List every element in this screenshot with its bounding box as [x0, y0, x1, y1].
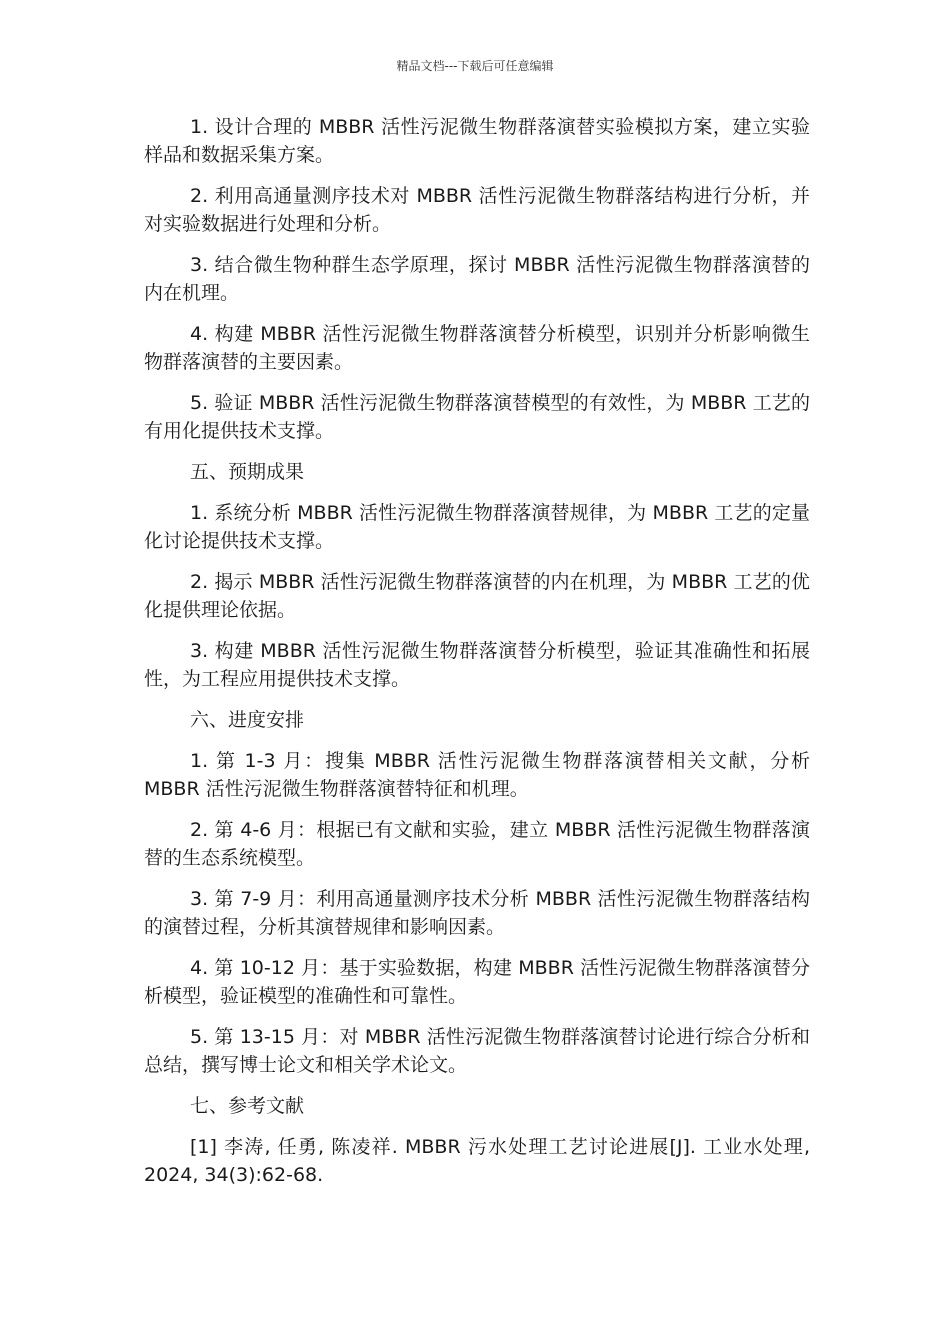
section-heading-expected-results: 五、预期成果: [190, 461, 305, 483]
paragraph-objective-5: 5. 验证 MBBR 活性污泥微生物群落演替模型的有效性，为 MBBR 工艺的有用化提供技术支撑。: [144, 392, 810, 442]
document-body: [144, 113, 810, 1202]
section-heading-schedule: 六、进度安排: [190, 709, 305, 731]
paragraph-schedule-4: 4. 第 10-12 月：基于实验数据，构建 MBBR 活性污泥微生物群落演替分析模型，验证模型的准确性和可靠性。: [144, 957, 810, 1007]
paragraph-objective-2: 2. 利用高通量测序技术对 MBBR 活性污泥微生物群落结构进行分析，并对实验数据进行处理和分析。: [144, 185, 810, 235]
reference-item: [1] 李涛, 任勇, 陈凌祥. MBBR 污水处理工艺讨论进展[J]. 工业水处理, 2024, 34(3):62-68.: [144, 1136, 810, 1186]
paragraph-schedule-1: 1. 第 1-3 月：搜集 MBBR 活性污泥微生物群落演替相关文献，分析 MBBR 活性污泥微生物群落演替特征和机理。: [144, 750, 810, 800]
paragraph-schedule-2: 2. 第 4-6 月：根据已有文献和实验，建立 MBBR 活性污泥微生物群落演替的生态系统模型。: [144, 819, 810, 869]
paragraph-schedule-5: 5. 第 13-15 月：对 MBBR 活性污泥微生物群落演替讨论进行综合分析和总结，撰写博士论文和相关学术论文。: [144, 1026, 810, 1076]
paragraph-result-1: 1. 系统分析 MBBR 活性污泥微生物群落演替规律，为 MBBR 工艺的定量化讨论提供技术支撑。: [144, 502, 810, 552]
paragraph-result-3: 3. 构建 MBBR 活性污泥微生物群落演替分析模型，验证其准确性和拓展性，为工程应用提供技术支撑。: [144, 640, 810, 690]
paragraph-objective-4: 4. 构建 MBBR 活性污泥微生物群落演替分析模型，识别并分析影响微生物群落演替的主要因素。: [144, 323, 810, 373]
paragraph-objective-3: 3. 结合微生物种群生态学原理，探讨 MBBR 活性污泥微生物群落演替的内在机理。: [144, 254, 810, 304]
page-header: 精品文档---下载后可任意编辑: [396, 59, 554, 73]
paragraph-result-2: 2. 揭示 MBBR 活性污泥微生物群落演替的内在机理，为 MBBR 工艺的优化提供理论依据。: [144, 571, 810, 621]
paragraph-schedule-3: 3. 第 7-9 月：利用高通量测序技术分析 MBBR 活性污泥微生物群落结构的演替过程，分析其演替规律和影响因素。: [144, 888, 810, 938]
section-heading-references: 七、参考文献: [190, 1095, 305, 1117]
paragraph-objective-1: 1. 设计合理的 MBBR 活性污泥微生物群落演替实验模拟方案，建立实验样品和数据采集方案。: [144, 116, 810, 166]
